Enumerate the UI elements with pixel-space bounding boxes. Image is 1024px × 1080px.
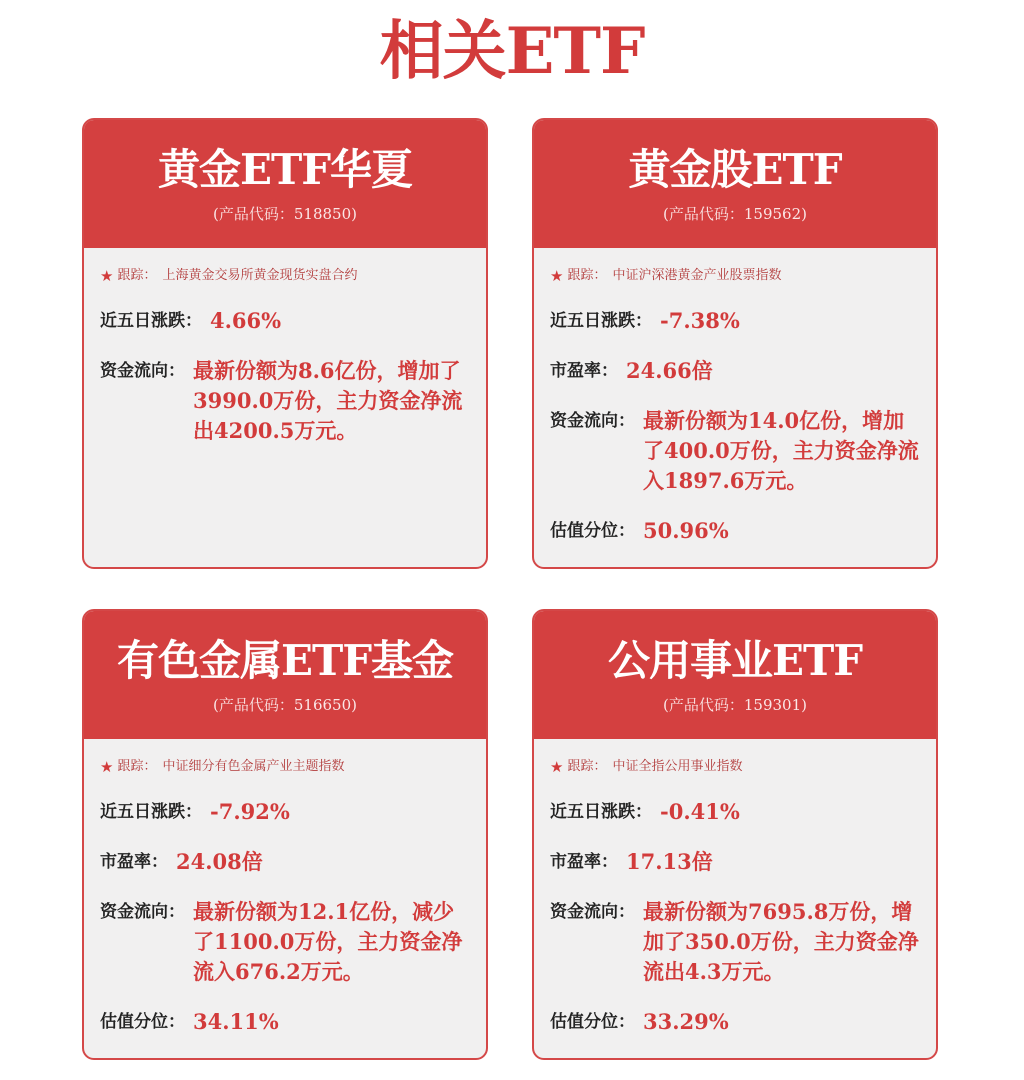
five-day-change-value: -0.41% xyxy=(660,799,740,824)
pe-ratio-label: 市盈率： xyxy=(100,852,168,872)
card-body xyxy=(534,739,936,1037)
card-header xyxy=(534,611,936,739)
card-title: 有色金属ETF基金 xyxy=(116,636,454,685)
etf-card-gold-stock[interactable] xyxy=(532,118,938,569)
pe-ratio-row xyxy=(550,847,920,877)
card-header xyxy=(534,120,936,248)
fund-flow-row xyxy=(550,897,920,987)
five-day-change-label: 近五日涨跌： xyxy=(550,802,652,822)
track-value: 中证沪深港黄金产业股票指数 xyxy=(612,268,782,283)
valuation-percentile-row xyxy=(550,1007,920,1037)
five-day-change-row xyxy=(100,306,470,336)
fund-flow-value: 最新份额为14.0亿份，增加了400.0万份，主力资金净流入1897.6万元。 xyxy=(643,408,919,493)
five-day-change-label: 近五日涨跌： xyxy=(100,311,202,331)
five-day-change-row xyxy=(550,797,920,827)
card-header xyxy=(84,120,486,248)
track-value: 中证细分有色金属产业主题指数 xyxy=(162,759,345,774)
product-code: (产品代码：159301) xyxy=(663,696,807,714)
pe-ratio-label: 市盈率： xyxy=(550,852,618,872)
card-body xyxy=(84,248,486,446)
pe-ratio-value: 17.13倍 xyxy=(626,849,713,874)
valuation-percentile-label: 估值分位： xyxy=(550,1012,635,1032)
valuation-percentile-value: 33.29% xyxy=(643,1009,729,1034)
valuation-percentile-row xyxy=(550,516,920,546)
fund-flow-row xyxy=(550,406,920,496)
fund-flow-value: 最新份额为7695.8万份，增加了350.0万份，主力资金净流出4.3万元。 xyxy=(643,899,919,984)
pe-ratio-value: 24.08倍 xyxy=(176,849,263,874)
fund-flow-label: 资金流向： xyxy=(550,902,635,922)
valuation-percentile-label: 估值分位： xyxy=(100,1012,185,1032)
fund-flow-label: 资金流向： xyxy=(100,902,185,922)
track-label: 跟踪： xyxy=(567,759,607,774)
valuation-percentile-value: 34.11% xyxy=(193,1009,279,1034)
track-row xyxy=(550,757,920,777)
star-icon: ★ xyxy=(550,267,564,285)
product-code: (产品代码：516650) xyxy=(213,696,357,714)
five-day-change-value: -7.92% xyxy=(210,799,290,824)
card-body xyxy=(534,248,936,546)
card-header xyxy=(84,611,486,739)
track-value: 上海黄金交易所黄金现货实盘合约 xyxy=(162,268,358,283)
star-icon: ★ xyxy=(100,758,114,776)
pe-ratio-value: 24.66倍 xyxy=(626,358,713,383)
track-row xyxy=(550,266,920,286)
fund-flow-value: 最新份额为12.1亿份，减少了1100.0万份，主力资金净流入676.2万元。 xyxy=(193,899,463,984)
valuation-percentile-value: 50.96% xyxy=(643,518,729,543)
star-icon: ★ xyxy=(550,758,564,776)
product-code: (产品代码：159562) xyxy=(663,205,807,223)
etf-card-utilities[interactable] xyxy=(532,609,938,1060)
five-day-change-value: -7.38% xyxy=(660,308,740,333)
card-body xyxy=(84,739,486,1037)
valuation-percentile-label: 估值分位： xyxy=(550,521,635,541)
product-code: (产品代码：518850) xyxy=(213,205,357,223)
card-title: 黄金股ETF xyxy=(628,145,842,194)
track-row xyxy=(100,757,470,777)
fund-flow-row xyxy=(100,897,470,987)
card-title: 公用事业ETF xyxy=(607,636,863,685)
star-icon: ★ xyxy=(100,267,114,285)
five-day-change-row xyxy=(550,306,920,336)
fund-flow-value: 最新份额为8.6亿份，增加了3990.0万份，主力资金净流出4200.5万元。 xyxy=(193,358,463,443)
track-label: 跟踪： xyxy=(567,268,607,283)
five-day-change-row xyxy=(100,797,470,827)
track-label: 跟踪： xyxy=(117,268,157,283)
fund-flow-label: 资金流向： xyxy=(550,411,635,431)
five-day-change-label: 近五日涨跌： xyxy=(550,311,652,331)
fund-flow-row xyxy=(100,356,470,446)
etf-card-nonferrous-metals[interactable] xyxy=(82,609,488,1060)
track-label: 跟踪： xyxy=(117,759,157,774)
pe-ratio-row xyxy=(100,847,470,877)
track-value: 中证全指公用事业指数 xyxy=(612,759,743,774)
page-title: 相关ETF xyxy=(379,14,645,89)
track-row xyxy=(100,266,470,286)
pe-ratio-label: 市盈率： xyxy=(550,361,618,381)
fund-flow-label: 资金流向： xyxy=(100,361,185,381)
valuation-percentile-row xyxy=(100,1007,470,1037)
etf-card-gold-huaxia[interactable] xyxy=(82,118,488,569)
five-day-change-value: 4.66% xyxy=(210,308,282,333)
card-title: 黄金ETF华夏 xyxy=(157,145,413,194)
five-day-change-label: 近五日涨跌： xyxy=(100,802,202,822)
pe-ratio-row xyxy=(550,356,920,386)
